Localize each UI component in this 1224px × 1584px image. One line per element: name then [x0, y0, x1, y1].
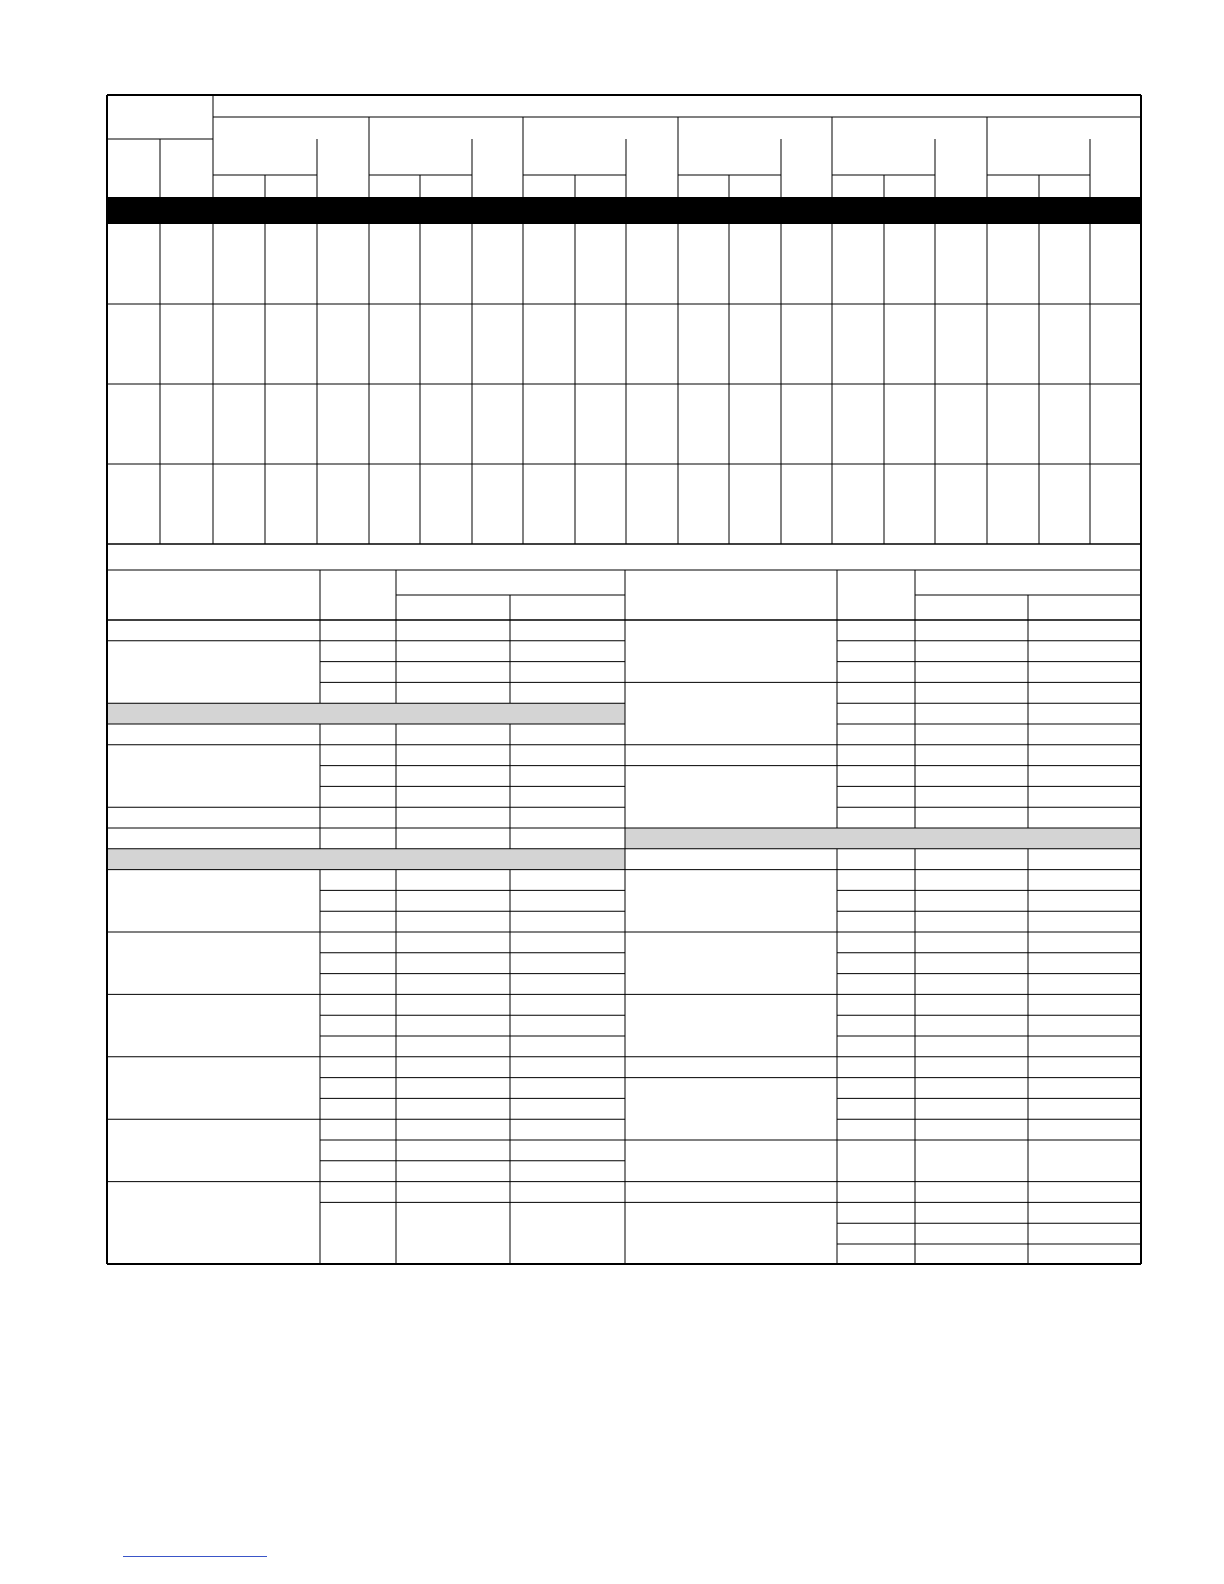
- shaded-section-left-2: [107, 849, 625, 870]
- shaded-section-left-1: [107, 703, 625, 724]
- footer-rule: [123, 1556, 267, 1557]
- section-band: [107, 197, 1141, 224]
- shaded-section-right: [625, 828, 1141, 849]
